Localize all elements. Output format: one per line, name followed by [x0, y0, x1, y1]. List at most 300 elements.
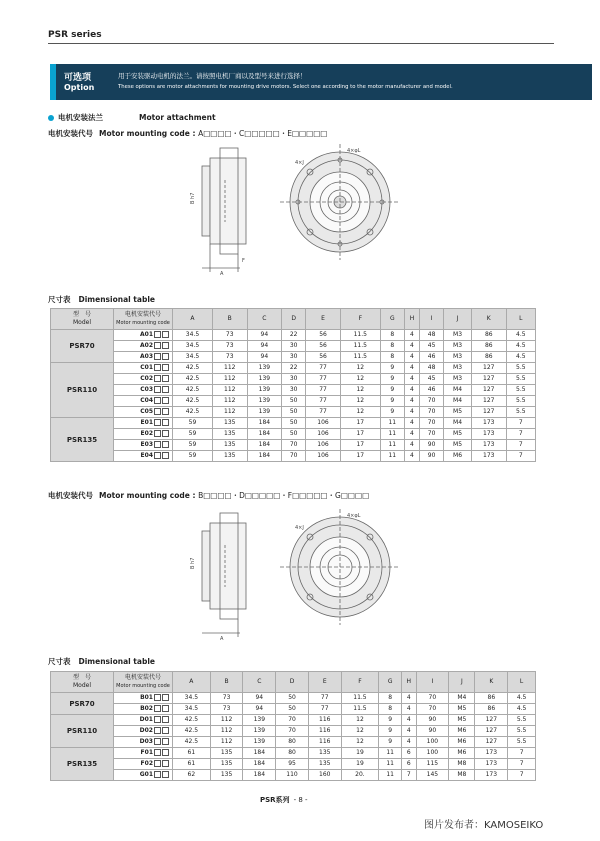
- label-b: B h7: [190, 557, 196, 569]
- value-cell: 115: [416, 759, 449, 770]
- value-cell: 90: [416, 715, 449, 726]
- value-cell: 9: [380, 374, 404, 385]
- value-cell: 7: [402, 770, 416, 781]
- value-cell: M3: [444, 374, 472, 385]
- value-cell: 86: [471, 341, 506, 352]
- value-cell: 11: [380, 418, 404, 429]
- label-j: 4×φL: [347, 148, 361, 154]
- mounting-code-cell: F01: [114, 748, 173, 759]
- value-cell: 110: [276, 770, 309, 781]
- value-cell: 42.5: [173, 737, 211, 748]
- table-row: [51, 429, 536, 440]
- value-cell: 4: [402, 704, 416, 715]
- table-row: [51, 407, 536, 418]
- col-header-code: 电机安装代号 Motor mounting code: [114, 309, 173, 330]
- col-header-c: C: [247, 309, 282, 330]
- value-cell: 127: [475, 737, 508, 748]
- value-cell: 173: [475, 759, 508, 770]
- value-cell: 106: [306, 451, 341, 462]
- value-cell: 4: [404, 352, 419, 363]
- table-row: [51, 341, 536, 352]
- value-cell: 12: [341, 715, 379, 726]
- code-value: B□□□□・D□□□□□・F□□□□□・G□□□□: [198, 491, 370, 500]
- value-cell: 7: [506, 429, 535, 440]
- value-cell: 94: [243, 693, 276, 704]
- col-header-g: G: [379, 672, 402, 693]
- value-cell: 11: [380, 429, 404, 440]
- value-cell: 12: [340, 374, 380, 385]
- value-cell: 73: [210, 704, 243, 715]
- value-cell: M3: [444, 363, 472, 374]
- banner-accent: [50, 64, 56, 100]
- col-header-k: K: [475, 672, 508, 693]
- value-cell: 59: [173, 440, 213, 451]
- value-cell: M6: [444, 451, 472, 462]
- value-cell: 4: [404, 407, 419, 418]
- value-cell: 56: [306, 341, 341, 352]
- value-cell: 9: [379, 737, 402, 748]
- value-cell: 30: [282, 385, 306, 396]
- value-cell: 184: [247, 451, 282, 462]
- col-header-k: K: [471, 309, 506, 330]
- value-cell: 56: [306, 330, 341, 341]
- value-cell: 184: [243, 748, 276, 759]
- value-cell: 17: [340, 440, 380, 451]
- value-cell: 12: [340, 363, 380, 374]
- value-cell: 7: [508, 759, 536, 770]
- value-cell: 12: [340, 385, 380, 396]
- value-cell: 70: [416, 693, 449, 704]
- table-row: [51, 330, 536, 341]
- value-cell: 6: [402, 759, 416, 770]
- value-cell: M3: [444, 352, 472, 363]
- footer-page: - 8 -: [293, 796, 308, 804]
- value-cell: 106: [306, 418, 341, 429]
- value-cell: 86: [471, 352, 506, 363]
- value-cell: 50: [282, 407, 306, 418]
- value-cell: 5.5: [506, 385, 535, 396]
- value-cell: 9: [380, 385, 404, 396]
- value-cell: 50: [282, 396, 306, 407]
- col-header-i: I: [416, 672, 449, 693]
- value-cell: 30: [282, 341, 306, 352]
- dimtable-title-1: [48, 294, 155, 305]
- col-header-code: 电机安装代号 Motor mounting code: [114, 672, 173, 693]
- table-row: [51, 726, 536, 737]
- table-row: [51, 770, 536, 781]
- code-label-zh: 电机安装代号: [48, 491, 93, 500]
- mounting-code-2: [48, 490, 369, 501]
- value-cell: 34.5: [173, 341, 213, 352]
- value-cell: 50: [276, 693, 309, 704]
- value-cell: 48: [420, 330, 444, 341]
- value-cell: 4: [404, 440, 419, 451]
- table-row: [51, 440, 536, 451]
- value-cell: 173: [475, 748, 508, 759]
- value-cell: 112: [212, 385, 247, 396]
- value-cell: 80: [276, 737, 309, 748]
- value-cell: 70: [282, 440, 306, 451]
- table-row: [51, 396, 536, 407]
- value-cell: 86: [475, 693, 508, 704]
- footer-series: PSR系列: [260, 796, 290, 804]
- value-cell: M4: [444, 385, 472, 396]
- value-cell: 77: [306, 396, 341, 407]
- value-cell: 70: [420, 407, 444, 418]
- label-b: B h7: [190, 192, 196, 204]
- page-footer: [260, 795, 308, 805]
- value-cell: 70: [282, 451, 306, 462]
- col-header-f: F: [341, 672, 379, 693]
- value-cell: 116: [308, 715, 341, 726]
- mounting-code-cell: C05: [114, 407, 173, 418]
- table-row: [51, 418, 536, 429]
- value-cell: 116: [308, 737, 341, 748]
- value-cell: 22: [282, 363, 306, 374]
- dim-title-zh: 尺寸表: [48, 295, 71, 304]
- value-cell: M5: [449, 715, 475, 726]
- banner-desc-zh: 用于安装驱动电机的法兰。请按照电机厂商以及型号来进行选择！: [118, 72, 307, 80]
- value-cell: 135: [308, 759, 341, 770]
- value-cell: 94: [247, 341, 282, 352]
- value-cell: 9: [380, 363, 404, 374]
- value-cell: 5.5: [508, 715, 536, 726]
- value-cell: 86: [471, 330, 506, 341]
- value-cell: M3: [444, 330, 472, 341]
- model-cell: PSR110: [51, 363, 114, 418]
- col-header-d: D: [276, 672, 309, 693]
- value-cell: 4: [404, 385, 419, 396]
- col-header-c: C: [243, 672, 276, 693]
- col-header-f: F: [340, 309, 380, 330]
- value-cell: 12: [340, 396, 380, 407]
- value-cell: 139: [243, 715, 276, 726]
- value-cell: 7: [508, 770, 536, 781]
- value-cell: 5.5: [506, 396, 535, 407]
- value-cell: 56: [306, 352, 341, 363]
- mounting-code-cell: A03: [114, 352, 173, 363]
- value-cell: 22: [282, 330, 306, 341]
- value-cell: 4.5: [508, 704, 536, 715]
- value-cell: 135: [210, 770, 243, 781]
- col-header-l: L: [508, 672, 536, 693]
- value-cell: 8: [380, 341, 404, 352]
- table-row: [51, 385, 536, 396]
- value-cell: 184: [243, 759, 276, 770]
- mounting-code-cell: B01: [114, 693, 173, 704]
- value-cell: 90: [420, 440, 444, 451]
- mounting-code-cell: C03: [114, 385, 173, 396]
- value-cell: 4: [404, 330, 419, 341]
- value-cell: 139: [247, 363, 282, 374]
- value-cell: 4: [404, 374, 419, 385]
- value-cell: 8: [380, 330, 404, 341]
- table-row: [51, 693, 536, 704]
- value-cell: 11: [379, 759, 402, 770]
- value-cell: 86: [475, 704, 508, 715]
- value-cell: 4: [402, 715, 416, 726]
- col-header-d: D: [282, 309, 306, 330]
- col-header-model: 型 号 Model: [51, 309, 114, 330]
- mounting-code-cell: E01: [114, 418, 173, 429]
- table-row: [51, 363, 536, 374]
- value-cell: 11.5: [341, 704, 379, 715]
- value-cell: 135: [212, 418, 247, 429]
- value-cell: 12: [340, 407, 380, 418]
- mounting-code-cell: F02: [114, 759, 173, 770]
- value-cell: 135: [212, 440, 247, 451]
- mounting-code-1: [48, 128, 327, 139]
- value-cell: M4: [449, 693, 475, 704]
- value-cell: 50: [282, 418, 306, 429]
- value-cell: 112: [212, 374, 247, 385]
- value-cell: 34.5: [173, 330, 213, 341]
- value-cell: 184: [247, 440, 282, 451]
- value-cell: 4: [402, 737, 416, 748]
- label-a: A: [220, 636, 224, 642]
- col-header-b: B: [212, 309, 247, 330]
- value-cell: 4: [402, 726, 416, 737]
- value-cell: 46: [420, 385, 444, 396]
- value-cell: 48: [420, 363, 444, 374]
- value-cell: 106: [306, 429, 341, 440]
- value-cell: 139: [247, 407, 282, 418]
- banner-title-zh: 可选项: [64, 73, 92, 83]
- col-header-j: J: [444, 309, 472, 330]
- value-cell: 70: [276, 726, 309, 737]
- value-cell: M6: [449, 748, 475, 759]
- value-cell: 30: [282, 374, 306, 385]
- value-cell: M5: [444, 440, 472, 451]
- value-cell: 61: [173, 748, 211, 759]
- value-cell: 112: [212, 363, 247, 374]
- series-header: PSR series: [48, 30, 102, 40]
- code-label-zh: 电机安装代号: [48, 129, 93, 138]
- value-cell: 73: [212, 352, 247, 363]
- value-cell: 11: [380, 451, 404, 462]
- value-cell: 100: [416, 737, 449, 748]
- section-title-en: Motor attachment: [139, 113, 216, 122]
- value-cell: 139: [243, 737, 276, 748]
- mounting-code-cell: A01: [114, 330, 173, 341]
- value-cell: 59: [173, 429, 213, 440]
- model-cell: PSR135: [51, 418, 114, 462]
- value-cell: 4.5: [508, 693, 536, 704]
- mounting-code-cell: D02: [114, 726, 173, 737]
- value-cell: 145: [416, 770, 449, 781]
- value-cell: 106: [306, 440, 341, 451]
- value-cell: 42.5: [173, 407, 213, 418]
- value-cell: 70: [420, 418, 444, 429]
- value-cell: 46: [420, 352, 444, 363]
- value-cell: M3: [444, 341, 472, 352]
- value-cell: 6: [402, 748, 416, 759]
- value-cell: 127: [475, 726, 508, 737]
- col-header-e: E: [306, 309, 341, 330]
- motor-attachment-drawing-2: [180, 505, 440, 650]
- value-cell: 9: [379, 715, 402, 726]
- table-row: [51, 451, 536, 462]
- value-cell: 112: [210, 737, 243, 748]
- value-cell: 4: [404, 363, 419, 374]
- value-cell: 5.5: [508, 737, 536, 748]
- value-cell: 42.5: [173, 363, 213, 374]
- value-cell: 7: [506, 418, 535, 429]
- value-cell: 4.5: [506, 330, 535, 341]
- label-f: F: [242, 258, 245, 264]
- col-header-h: H: [404, 309, 419, 330]
- value-cell: 11: [379, 748, 402, 759]
- value-cell: 4: [404, 429, 419, 440]
- value-cell: M5: [449, 704, 475, 715]
- value-cell: 20.: [341, 770, 379, 781]
- col-header-l: L: [506, 309, 535, 330]
- value-cell: 77: [308, 693, 341, 704]
- model-cell: PSR70: [51, 693, 114, 715]
- col-header-g: G: [380, 309, 404, 330]
- value-cell: 11: [379, 770, 402, 781]
- col-header-a: A: [173, 672, 211, 693]
- value-cell: 184: [243, 770, 276, 781]
- value-cell: M6: [449, 726, 475, 737]
- value-cell: 4.5: [506, 341, 535, 352]
- value-cell: 42.5: [173, 726, 211, 737]
- value-cell: 34.5: [173, 352, 213, 363]
- value-cell: 112: [210, 715, 243, 726]
- value-cell: M8: [449, 770, 475, 781]
- value-cell: 17: [340, 418, 380, 429]
- value-cell: 11.5: [340, 330, 380, 341]
- label-a: A: [220, 271, 224, 277]
- mounting-code-cell: C01: [114, 363, 173, 374]
- value-cell: 94: [247, 330, 282, 341]
- value-cell: 127: [471, 374, 506, 385]
- value-cell: 100: [416, 748, 449, 759]
- value-cell: 8: [379, 704, 402, 715]
- value-cell: 184: [247, 429, 282, 440]
- value-cell: 4: [402, 693, 416, 704]
- table-row: [51, 748, 536, 759]
- value-cell: 173: [471, 451, 506, 462]
- label-holes: 4×J: [295, 525, 304, 531]
- value-cell: 116: [308, 726, 341, 737]
- value-cell: 34.5: [173, 693, 211, 704]
- value-cell: 94: [243, 704, 276, 715]
- col-header-i: I: [420, 309, 444, 330]
- value-cell: M5: [444, 407, 472, 418]
- value-cell: 90: [420, 451, 444, 462]
- value-cell: 7: [506, 440, 535, 451]
- value-cell: 17: [340, 451, 380, 462]
- option-banner: [50, 64, 592, 100]
- value-cell: 34.5: [173, 704, 211, 715]
- value-cell: 139: [247, 374, 282, 385]
- code-value: A□□□□・C□□□□□・E□□□□□: [198, 129, 328, 138]
- value-cell: 50: [282, 429, 306, 440]
- value-cell: 9: [380, 396, 404, 407]
- value-cell: 135: [212, 429, 247, 440]
- value-cell: 42.5: [173, 385, 213, 396]
- value-cell: 4: [404, 451, 419, 462]
- section-title: [48, 112, 216, 123]
- value-cell: 135: [210, 748, 243, 759]
- mounting-code-cell: G01: [114, 770, 173, 781]
- mounting-code-cell: A02: [114, 341, 173, 352]
- dimension-table-1: [50, 308, 536, 462]
- col-header-b: B: [210, 672, 243, 693]
- value-cell: 95: [276, 759, 309, 770]
- value-cell: 135: [210, 759, 243, 770]
- code-label-en: Motor mounting code :: [99, 491, 196, 500]
- value-cell: 50: [276, 704, 309, 715]
- mounting-code-cell: E04: [114, 451, 173, 462]
- value-cell: 127: [475, 715, 508, 726]
- value-cell: 12: [341, 737, 379, 748]
- value-cell: 59: [173, 418, 213, 429]
- value-cell: 173: [471, 429, 506, 440]
- col-header-model: 型 号 Model: [51, 672, 114, 693]
- model-cell: PSR70: [51, 330, 114, 363]
- value-cell: M6: [449, 737, 475, 748]
- col-header-j: J: [449, 672, 475, 693]
- value-cell: 127: [471, 385, 506, 396]
- label-holes: 4×J: [295, 160, 304, 166]
- table-row: [51, 759, 536, 770]
- value-cell: 5.5: [506, 363, 535, 374]
- value-cell: 127: [471, 407, 506, 418]
- mounting-code-cell: B02: [114, 704, 173, 715]
- value-cell: M5: [444, 429, 472, 440]
- value-cell: 139: [243, 726, 276, 737]
- value-cell: 59: [173, 451, 213, 462]
- dimension-table-2: [50, 671, 536, 781]
- dim-title-en: Dimensional table: [78, 295, 155, 304]
- header-rule: [48, 43, 554, 44]
- value-cell: 77: [306, 407, 341, 418]
- table-row: [51, 374, 536, 385]
- value-cell: 19: [341, 759, 379, 770]
- value-cell: 73: [212, 330, 247, 341]
- value-cell: 70: [420, 396, 444, 407]
- value-cell: 184: [247, 418, 282, 429]
- value-cell: 127: [471, 396, 506, 407]
- value-cell: M8: [449, 759, 475, 770]
- label-j: 4×φL: [347, 513, 361, 519]
- value-cell: 11.5: [340, 341, 380, 352]
- col-header-h: H: [402, 672, 416, 693]
- bullet-icon: [48, 115, 54, 121]
- value-cell: 45: [420, 341, 444, 352]
- value-cell: 77: [308, 704, 341, 715]
- value-cell: 77: [306, 363, 341, 374]
- motor-attachment-drawing-1: [180, 140, 440, 285]
- mounting-code-cell: D01: [114, 715, 173, 726]
- value-cell: 7: [506, 451, 535, 462]
- section-title-zh: 电机安装法兰: [58, 113, 103, 122]
- value-cell: 77: [306, 385, 341, 396]
- value-cell: 70: [416, 704, 449, 715]
- value-cell: 139: [247, 396, 282, 407]
- value-cell: 77: [306, 374, 341, 385]
- dim-title-en: Dimensional table: [78, 657, 155, 666]
- col-header-e: E: [308, 672, 341, 693]
- value-cell: 11.5: [341, 693, 379, 704]
- value-cell: 42.5: [173, 715, 211, 726]
- value-cell: 94: [247, 352, 282, 363]
- value-cell: 112: [210, 726, 243, 737]
- value-cell: 173: [475, 770, 508, 781]
- value-cell: 61: [173, 759, 211, 770]
